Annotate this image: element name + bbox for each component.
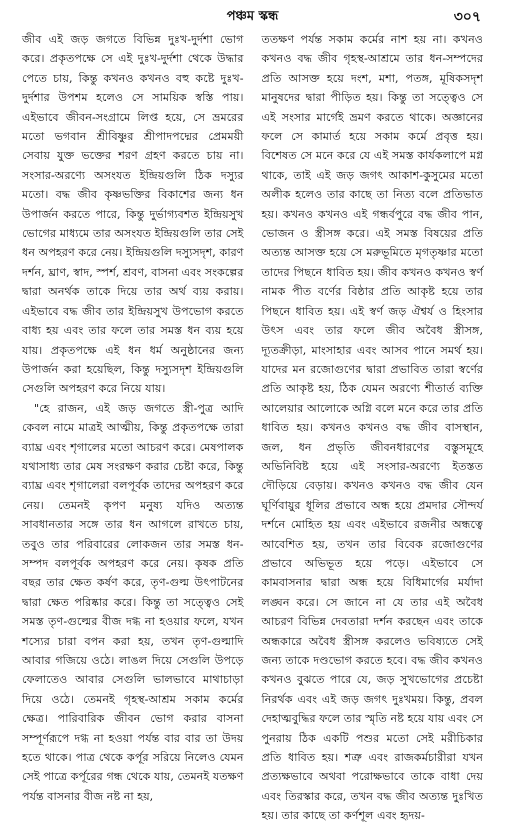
right-paragraph-1: ততক্ষণ পর্যন্ত সকাম কর্মের নাশ হয় না। কখনও কখনও বদ্ধ জীব গৃহস্থ-আশ্রমে তার ধন-সম্পদের প্রতি আসক্ত হয়ে দংশ, মশা, পতঙ্গ, মূষিকসদৃশ মানুষদের দ্বারা পীড়িত হয়। কিন্তু তা সত্ত্বেও সে এই সংসার মার্গেই ভ্রমণ করতে থাকে। অজ্ঞানের ফলে সে কামার্ত হয়ে সকাম কর্মে প্রবৃত্ত হয়। বিশেষত সে মনে করে যে এই সমস্ত কার্যকলাপে মগ্ন থাকে, তাই এই জড় জগৎ আকাশ-কুসুমের মতো অলীক হলেও তার কাছে তা নিত্য বলে প্রতিভাত হয়। কখনও কখনও এই গন্ধর্বপুরে বদ্ধ জীব পান, ভোজন ও স্ত্রীসঙ্গ করে। এই সমস্ত বিষয়ের প্রতি অত্যন্ত আসক্ত হয়ে সে মরুভূমিতে মৃগতৃষ্ণার মতো তাদের পিছনে ধাবিত হয়। জীব কখনও কখনও স্বর্ণ নামক পীত বর্ণের বিষ্ঠার প্রতি আকৃষ্ট হয়ে তার পিছনে ধাবিত হয়। এই স্বর্ণ জড় ঐশ্বর্য ও হিংসার উৎস এবং তার ফলে জীব অবৈধ স্ত্রীসঙ্গ, দ্যূতক্রীড়া, মাংসাহার এবং আসব পানে সমর্থ হয়। যাদের মন রজোগুণের দ্বারা প্রভাবিত তারা স্বর্ণের প্রতি আকৃষ্ট হয়, ঠিক যেমন অরণ্যে শীতার্ত ব্যক্তি আলেয়ার আলোকে অগ্নি বলে মনে করে তার প্রতি ধাবিত হয়। কখনও কখনও বদ্ধ জীব বাসস্থান, জল, ধন প্রভৃতি জীবনধারণের বস্তুসমূহে অভিনিবিষ্ট হয়ে এই সংসার-অরণ্যে ইতস্তত দৌড়িয়ে বেড়ায়। কখনও কখনও বদ্ধ জীব যেন ঘূর্ণিবায়ুর ধূলির প্রভাবে অন্ধ হয়ে প্রমদার সৌন্দর্য দর্শনে মোহিত হয় এবং এইভাবে রজনীর অন্ধত্বে আবেশিত হয়, তখন তার বিবেক রজোগুণের প্রভাবে অভিভূত হয়ে পড়ে। এইভাবে সে কামবাসনার দ্বারা অন্ধ হয়ে বিধিমার্গের মর্যাদা লঙ্ঘন করে। সে জানে না যে তার এই অবৈধ আচরণ বিভিন্ন দেবতারা দর্শন করছেন এবং তাকে অন্ধকারে অবৈধ স্ত্রীসঙ্গ করলেও ভবিষ্যতে সেই জন্য তাকে দণ্ডভোগ করতে হবে। বদ্ধ জীব কখনও কখনও বুঝতে পারে যে, জড় সুখভোগের প্রচেষ্টা নিরর্থক এবং এই জড় জগৎ দুঃখময়। কিন্তু, প্রবল দেহাত্মবুদ্ধির ফলে তার স্মৃতি নষ্ট হয়ে যায় এবং সে পুনরায় ঠিক একটি পশুর মতো সেই মরীচিকার প্রতি ধাবিত হয়। শত্রু এবং রাজকর্মচারীরা যখন প্রত্যক্ষভাবে অথবা পরোক্ষভাবে তাকে বাধা দেয় এবং তিরস্কার করে, তখন বদ্ধ জীব অত্যন্ত দুঃখিত হয়। তার কাছে তা কর্ণশূল এবং হৃদয়- <box>261 33 483 823</box>
left-paragraph-2: "হে রাজন, এই জড় জগতে স্ত্রী-পুত্র আদি কেবল নামে মাত্রই আত্মীয়, কিন্তু প্রকৃতপক্ষে তারা ব্যাঘ্র এবং শৃগালের মতো আচরণ করে। মেষপালক যথাসাধ্য তার মেষ সংরক্ষণ করার চেষ্টা করে, কিন্তু ব্যাঘ্র এবং শৃগালেরা বলপূর্বক তাদের অপহরণ করে নেয়। তেমনই কৃপণ মনুষ্য যদিও অত্যন্ত সাবধানতার সঙ্গে তার ধন আগলে রাখতে চায়, তবুও তার পরিবারের লোকজন তার সমস্ত ধন-সম্পদ বলপূর্বক অপহরণ করে নেয়। কৃষক প্রতি বছর তার ক্ষেত কর্ষণ করে, তৃণ-গুল্ম উৎপাটনের দ্বারা ক্ষেত পরিষ্কার করে। কিন্তু তা সত্ত্বেও সেই সমস্ত তৃণ-গুল্মের বীজ দগ্ধ না হওয়ার ফলে, যখন শস্যের চারা বপন করা হয়, তখন তৃণ-গুল্মাদি আবার গজিয়ে ওঠে। লাঙল দিয়ে সেগুলি উপড়ে ফেলাতেও আবার সেগুলি ভালভাবে মাথাচাড়া দিয়ে ওঠে। তেমনই গৃহস্থ-আশ্রম সকাম কর্মের ক্ষেত্র। পারিবারিক জীবন ভোগ করার বাসনা সম্পূর্ণরূপে দগ্ধ না হওয়া পর্যন্ত বার বার তা উদয় হতে থাকে। পাত্র থেকে কর্পূর সরিয়ে নিলেও যেমন সেই পাত্রে কর্পূরের গন্ধ থেকে যায়, তেমনই যতক্ষণ পর্যন্ত বাসনার বীজ নষ্ট না হয়, <box>22 401 244 803</box>
left-column <box>22 30 244 826</box>
text-columns <box>22 30 483 826</box>
right-column <box>262 30 484 826</box>
left-paragraph-1: জীব এই জড় জগতে বিভিন্ন দুঃখ-দুর্দশা ভোগ করে। প্রকৃতপক্ষে সে এই দুঃখ-দুর্দশা থেকে উদ্ধার পেতে চায়, কিন্তু কখনও কখনও বহু কষ্টে দুঃখ-দুর্দশার উপশম হলেও সে সাময়িক স্বস্তি পায়। এইভাবে জীবন-সংগ্রামে লিপ্ত হয়ে, সে ভ্রমরের মতো ভগবান শ্রীবিষ্ণুর শ্রীপাদপদ্মের প্রেমময়ী সেবায় যুক্ত ভক্তের শরণ গ্রহণ করতে চায় না। সংসার-অরণ্যে অসংযত ইন্দ্রিয়গুলি ঠিক দস্যুর মতো। বদ্ধ জীব কৃষ্ণভক্তির বিকাশের জন্য ধন উপার্জন করতে পারে, কিন্তু দুর্ভাগ্যবশত ইন্দ্রিয়সুখ ভোগের মাধ্যমে তার অসংযত ইন্দ্রিয়গুলি তার সেই ধন অপহরণ করে নেয়। ইন্দ্রিয়গুলি দস্যুসদৃশ, কারণ দর্শন, ঘ্রাণ, স্বাদ, স্পর্শ, শ্রবণ, বাসনা এবং সংকল্পের দ্বারা অনর্থক তাকে দিয়ে তার অর্থ ব্যয় করায়। এইভাবে বদ্ধ জীব তার ইন্দ্রিয়সুখ উপভোগ করতে বাধ্য হয় এবং তার ফলে তার সমস্ত ধন ব্যয় হয়ে যায়। প্রকৃতপক্ষে এই ধন ধর্ম অনুষ্ঠানের জন্য উপার্জন করা হয়েছিল, কিন্তু দস্যুসদৃশ ইন্দ্রিয়গুলি সেগুলি অপহরণ করে নিয়ে যায়। <box>22 33 244 396</box>
running-head: পঞ্চম স্কন্ধ <box>226 9 279 24</box>
page-header <box>22 8 483 26</box>
page-number: ৩০৭ <box>453 9 481 25</box>
